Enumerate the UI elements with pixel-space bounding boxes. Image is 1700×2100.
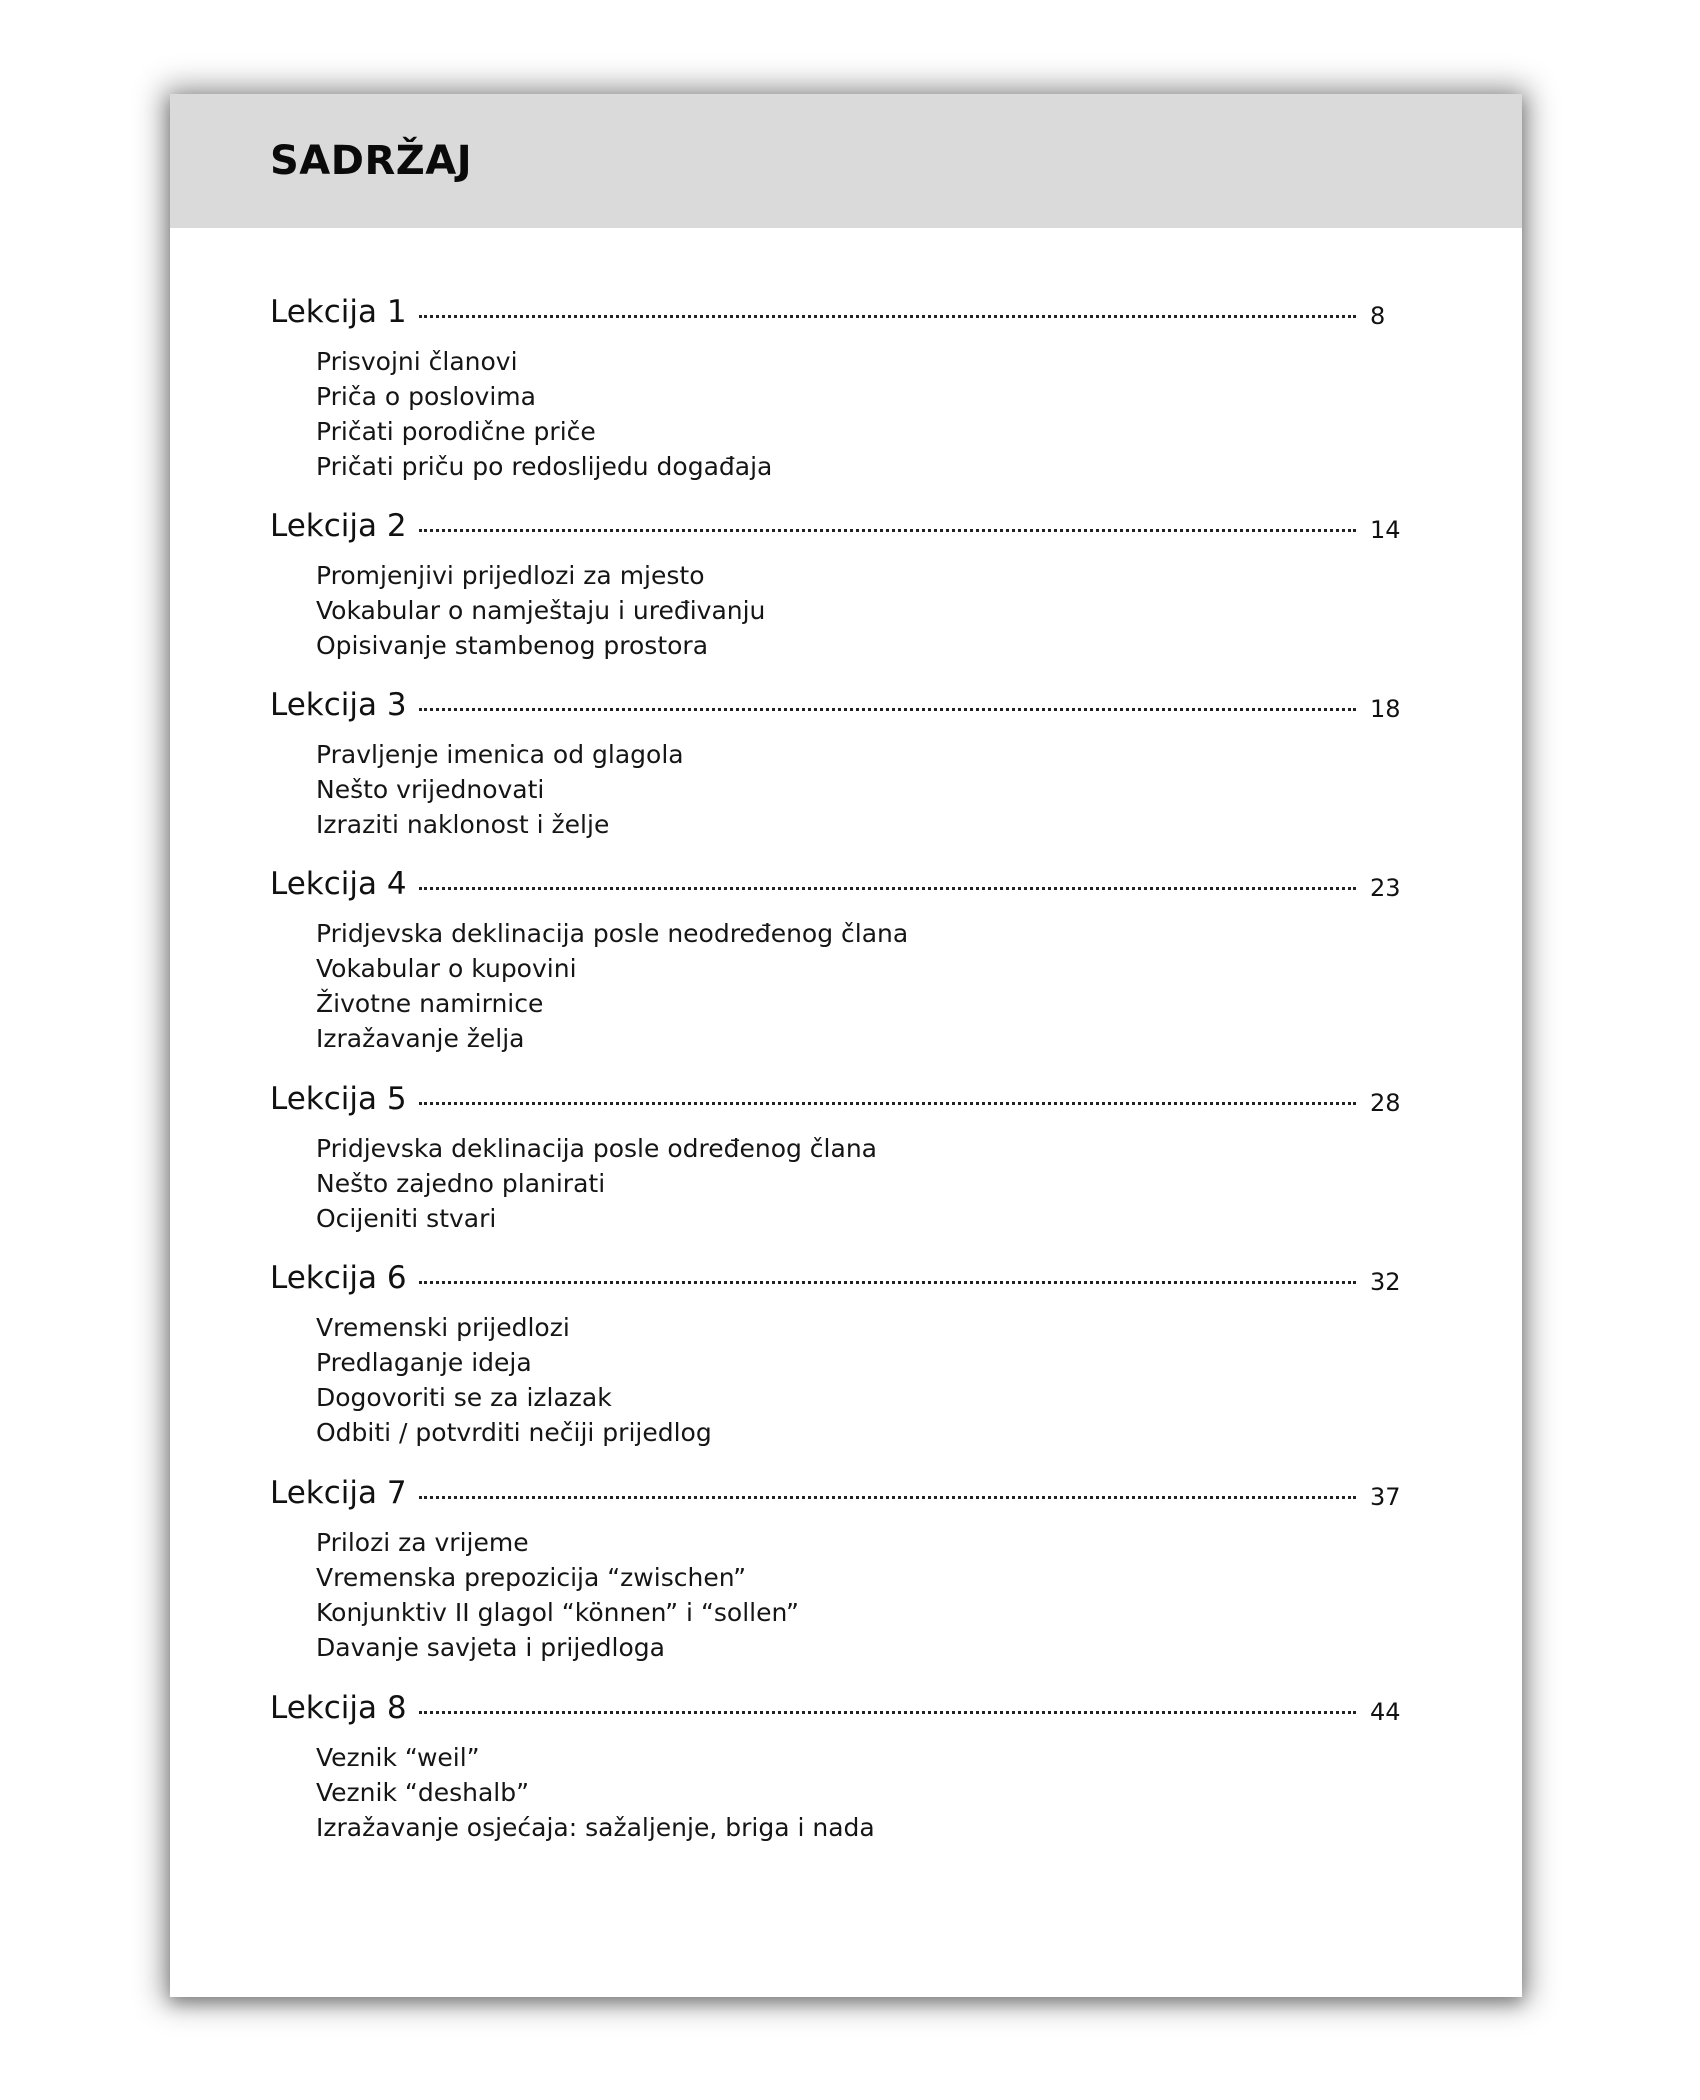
dot-leader — [419, 708, 1356, 711]
topic-item: Prilozi za vrijeme — [316, 1528, 529, 1557]
page-number: 18 — [1370, 695, 1401, 723]
topic-item: Predlaganje ideja — [316, 1348, 532, 1377]
topic-item: Izražavanje osjećaja: sažaljenje, briga i nada — [316, 1813, 875, 1842]
header-band — [170, 94, 1522, 228]
topic-item: Veznik “weil” — [316, 1743, 480, 1772]
page-number: 14 — [1370, 516, 1401, 544]
topic-item: Konjunktiv II glagol “können” i “sollen” — [316, 1598, 799, 1627]
topic-item: Pričati priču po redoslijedu događaja — [316, 452, 773, 481]
toc-lesson-5[interactable] — [270, 1081, 1410, 1236]
topic-list — [316, 558, 1410, 663]
page-title: SADRŽAJ — [270, 138, 473, 184]
toc-lesson-1[interactable] — [270, 294, 1410, 484]
toc-entry[interactable] — [270, 1475, 1410, 1519]
topic-list — [316, 344, 1410, 484]
toc-lesson-3[interactable] — [270, 687, 1410, 842]
dot-leader — [419, 1711, 1356, 1714]
page-number: 8 — [1370, 302, 1386, 330]
dot-leader — [419, 1102, 1356, 1105]
document-page — [170, 94, 1522, 1997]
topic-item: Priča o poslovima — [316, 382, 536, 411]
toc-entry[interactable] — [270, 294, 1410, 338]
topic-item: Promjenjivi prijedlozi za mjesto — [316, 561, 705, 590]
lesson-title: Lekcija 5 — [270, 1081, 407, 1117]
topic-item: Prisvojni članovi — [316, 347, 518, 376]
toc-lesson-7[interactable] — [270, 1475, 1410, 1665]
topic-item: Odbiti / potvrditi nečiji prijedlog — [316, 1418, 712, 1447]
topic-list — [316, 1310, 1410, 1450]
toc-entry[interactable] — [270, 866, 1410, 910]
topic-item: Životne namirnice — [316, 989, 544, 1018]
topic-item: Dogovoriti se za izlazak — [316, 1383, 612, 1412]
topic-item: Vokabular o kupovini — [316, 954, 577, 983]
lesson-title: Lekcija 1 — [270, 294, 407, 330]
toc-entry[interactable] — [270, 508, 1410, 552]
toc-entry[interactable] — [270, 687, 1410, 731]
page-number: 23 — [1370, 874, 1401, 902]
toc-entry[interactable] — [270, 1260, 1410, 1304]
toc-lesson-6[interactable] — [270, 1260, 1410, 1450]
lesson-title: Lekcija 6 — [270, 1260, 407, 1296]
dot-leader — [419, 887, 1356, 890]
topic-item: Davanje savjeta i prijedloga — [316, 1633, 665, 1662]
topic-item: Izraziti naklonost i želje — [316, 810, 610, 839]
topic-list — [316, 737, 1410, 842]
topic-item: Ocijeniti stvari — [316, 1204, 497, 1233]
lesson-title: Lekcija 4 — [270, 866, 407, 902]
topic-item: Opisivanje stambenog prostora — [316, 631, 709, 660]
dot-leader — [419, 315, 1356, 318]
page-number: 44 — [1370, 1698, 1401, 1726]
topic-item: Pridjevska deklinacija posle neodređenog člana — [316, 919, 909, 948]
topic-list — [316, 916, 1410, 1056]
topic-item: Veznik “deshalb” — [316, 1778, 530, 1807]
topic-item: Vokabular o namještaju i uređivanju — [316, 596, 766, 625]
topic-item: Nešto zajedno planirati — [316, 1169, 606, 1198]
toc-lesson-4[interactable] — [270, 866, 1410, 1056]
dot-leader — [419, 1496, 1356, 1499]
topic-item: Pridjevska deklinacija posle određenog člana — [316, 1134, 877, 1163]
topic-item: Vremenska prepozicija “zwischen” — [316, 1563, 747, 1592]
lesson-title: Lekcija 7 — [270, 1475, 407, 1511]
topic-item: Pravljenje imenica od glagola — [316, 740, 684, 769]
page-number: 28 — [1370, 1089, 1401, 1117]
topic-list — [316, 1525, 1410, 1665]
lesson-title: Lekcija 8 — [270, 1690, 407, 1726]
topic-list — [316, 1740, 1410, 1845]
toc-lesson-2[interactable] — [270, 508, 1410, 663]
topic-item: Vremenski prijedlozi — [316, 1313, 570, 1342]
toc-entry[interactable] — [270, 1081, 1410, 1125]
lesson-title: Lekcija 2 — [270, 508, 407, 544]
topic-item: Izražavanje želja — [316, 1024, 525, 1053]
page-number: 32 — [1370, 1268, 1401, 1296]
topic-item: Nešto vrijednovati — [316, 775, 545, 804]
topic-list — [316, 1131, 1410, 1236]
page-number: 37 — [1370, 1483, 1401, 1511]
dot-leader — [419, 529, 1356, 532]
toc-entry[interactable] — [270, 1690, 1410, 1734]
dot-leader — [419, 1281, 1356, 1284]
lesson-title: Lekcija 3 — [270, 687, 407, 723]
toc-lesson-8[interactable] — [270, 1690, 1410, 1845]
topic-item: Pričati porodične priče — [316, 417, 596, 446]
